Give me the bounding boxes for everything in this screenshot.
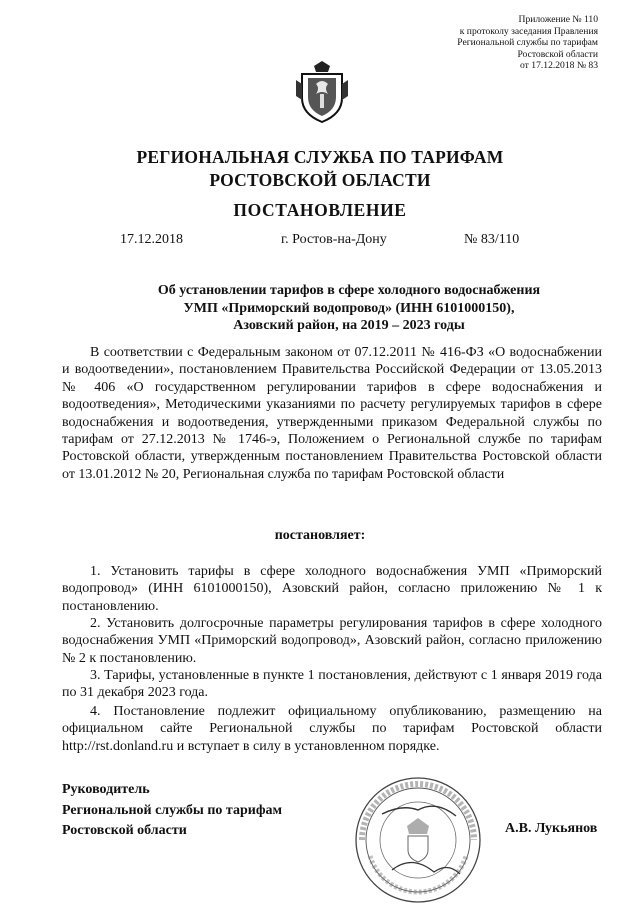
appendix-line: к протоколу заседания Правления [459,25,598,37]
agency-name [0,146,640,192]
signature-line: Ростовской области [62,823,187,838]
document-city: г. Ростов-на-Дону [281,232,387,247]
signature-line: Руководитель [62,782,150,797]
decree-item-3: 3. Тарифы, установленные в пункте 1 постановления, действуют с 1 января 2019 года по 31 декабря 2023 года. [62,668,602,701]
decree-item-1: 1. Установить тарифы в сфере холодного водоснабжения УМП «Приморский водопровод» (ИНН 6101000150), Азовский район, согласно приложению № 1 к постановлению. [62,564,602,614]
appendix-line: Региональной службы по тарифам [457,37,598,49]
coat-of-arms-emblem-icon [294,60,350,126]
appendix-line: от 17.12.2018 № 83 [520,60,598,72]
signer-name: А.В. Лукьянов [505,821,598,836]
agency-line: РОСТОВСКОЙ ОБЛАСТИ [209,170,431,190]
decree-item-4: 4. Постановление подлежит официальному опубликованию, размещению на официальном сайте Региональной службы по тарифам Ростовской области http://rst.donland.ru и вступает в силу в установленном порядке. [62,704,602,754]
decree-word: постановляет: [274,528,366,543]
appendix-line: Приложение № 110 [518,14,598,25]
official-seal-stamp-icon [352,774,484,906]
appendix-line: Ростовской области [517,48,598,60]
subject-line: УМП «Приморский водопровод» (ИНН 6101000150), [183,300,515,316]
preamble-paragraph: В соответствии с Федеральным законом от 07.12.2011 № 416-ФЗ «О водоснабжении и водоотведении», постановлением Правительства Российской Федерации от 13.05.2013 № 406 «О государственном регулировании тарифов в сфере водоснабжения и водоотведения», Методическими указаниями по расчету регулируемых тарифов в сфере водоснабжения и водоотведения, утвержденными приказом Федеральной службы по тарифам от 27.12.2013 № 1746-э, Положением о Региональной службе по тарифам Ростовской области, утвержденным постановлением Правительства Ростовской области от 13.01.2012 № 20, Региональная служба по тарифам Ростовской области [62,345,602,482]
signature-block [62,780,282,842]
document-subject [60,282,638,335]
subject-line: Азовский район, на 2019 – 2023 годы [233,318,465,333]
document-type-title: ПОСТАНОВЛЕНИЕ [233,200,407,220]
appendix-note [457,14,598,72]
subject-line: Об установлении тарифов в сфере холодного водоснабжения [157,283,541,298]
document-date: 17.12.2018 [120,232,183,247]
signature-line: Региональной службы по тарифам [62,802,283,818]
decree-item-2: 2. Установить долгосрочные параметры регулирования тарифов в сфере холодного водоснабжения УМП «Приморский водопровод», Азовский район, согласно приложению № 2 к постановлению. [62,616,602,666]
agency-line: РЕГИОНАЛЬНАЯ СЛУЖБА ПО ТАРИФАМ [136,147,504,167]
document-number: № 83/110 [464,232,520,247]
